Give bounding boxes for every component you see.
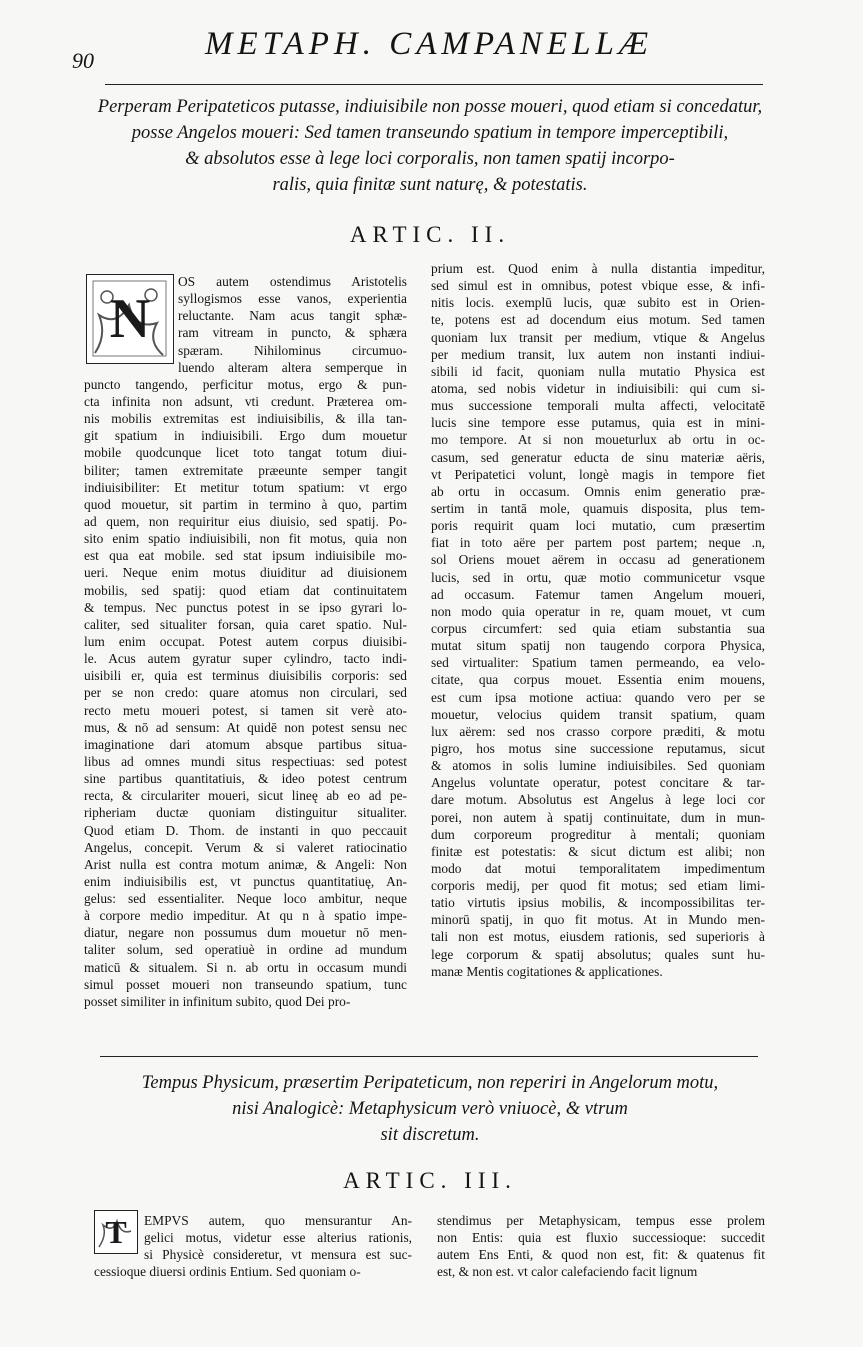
text-line: nis mobilis extremitas est indiuisibilis, & illa tan- <box>84 411 407 427</box>
article3-title: ARTIC. III. <box>343 1168 517 1193</box>
article3-right-column <box>437 1212 765 1281</box>
dropcap-letter: T <box>105 1213 127 1250</box>
text-line: caliter, sed situaliter forsan, quia caret spatio. Nul- <box>84 616 407 632</box>
text-line: lege corporum & spatij absolutus; quales sunt hu- <box>431 946 765 962</box>
text-line: fiat in toto aëre per partem post partem; neque .n, <box>431 535 765 551</box>
text-line: cessioque diuersi ordinis Entium. Sed quoniam o- <box>94 1264 361 1280</box>
text-line: est qua eat mobile. sed stat ipsum indiuisibile mo- <box>84 548 407 564</box>
text-line: dare motum. Absolutus est Angelus à lege loci cor <box>431 792 765 808</box>
text-line: à corpore medio impeditur. At qu n à spatio impe- <box>84 908 407 924</box>
text-line: mobilis, sed spatij: quod etiam dat continuitatem <box>84 582 407 598</box>
text-line: recto metu moueri potest, si tamen sit verè ato- <box>84 702 407 718</box>
text-line: uisibili er, quia est terminus diuisibilis corporis: sed <box>84 668 407 684</box>
text-line: gelus: sed essentialiter. Neque loco ambitur, neque <box>84 891 407 907</box>
text-line: ab ortu in occasum. Omnis enim generatio præ- <box>431 483 765 499</box>
text-line: posset similiter in infinitum subito, quod Dei pro- <box>84 993 351 1009</box>
text-line: lux aërem: sed nos crasso corpore præditi, & motu <box>431 723 765 739</box>
text-line: biliter; tamen extremitate præeunte semper tangit <box>84 462 407 478</box>
running-title: METAPH. CAMPANELLÆ <box>205 26 654 62</box>
section-rule <box>100 1056 758 1057</box>
text-line: stendimus per Metaphysicam, tempus esse prolem <box>437 1213 765 1228</box>
text-line: & tempus. Nec punctus potest in se ipso gyrari lo- <box>84 599 407 615</box>
text-line: sibili id facit, quoniam nulla mutatio Physica est <box>431 363 765 379</box>
article2-left-column <box>84 273 407 1010</box>
text-line: syllogismos esse vanos, experientia <box>178 291 407 307</box>
text-line: puncto tangendo, perficitur motus, ergo & pun- <box>84 376 407 392</box>
text-line: autem Ens Enti, & quod non est, fit: & quatenus fit <box>437 1247 765 1263</box>
text-line: ueri. Neque enim motus diuiditur ad diuisionem <box>84 565 407 581</box>
text-line: taliter solum, sed operatiuè in ordine ad mundum <box>84 942 407 958</box>
text-line: quoniam lux transit per medium, vtique & Angelus <box>431 329 765 345</box>
text-line: nitis locis. exemplū lucis, quæ subito est in Orien- <box>431 295 765 311</box>
text-line: atoma, sed nobis videtur in indiuisibili: qui cum si- <box>431 380 765 396</box>
text-line: Angelus voluntate operatur, potest concitare & tar- <box>431 775 765 791</box>
text-line: spæram. Nihilominus circumuo- <box>178 342 407 358</box>
text-line: recta, & circulariter moueri, sicut lineę ab eo ad pe- <box>84 788 407 804</box>
header-rule <box>105 84 763 85</box>
text-line: simul posset moueri non transeundo spatium, tunc <box>84 976 407 992</box>
article2-heading-line: posse Angelos moueri: Sed tamen transeundo spatium in tempore imperceptibili, <box>131 123 729 143</box>
article3-heading-line: nisi Analogicè: Metaphysicum verò vniuocè, & vtrum <box>232 1099 628 1119</box>
text-line: quod mouetur, sit partim in termino à quo, partim <box>84 496 407 512</box>
text-line: ad quem, non requiritur eius diuisio, sed spatij. Po- <box>84 513 407 529</box>
text-line: sol Oriens mouet aërem in occasu ad generationem <box>431 552 765 568</box>
text-line: minorū spatij, in quo fit motus. At in Mundo men- <box>431 912 765 928</box>
article3-left-column <box>94 1212 412 1281</box>
text-line: per se non credo: quare atomus non circulari, sed <box>84 685 407 701</box>
text-line: sed simul est in omnibus, potest vbique esse, & infi- <box>431 278 765 294</box>
text-line: OS autem ostendimus Aristotelis <box>178 274 407 289</box>
text-line: lucis, sed in ortu, quæ motio communicetur vsque <box>431 569 765 585</box>
text-line: Quod etiam D. Thom. de instanti in quo peccauit <box>84 822 407 838</box>
article2-heading-line: ralis, quia finitæ sunt naturę, & potestatis. <box>272 175 588 195</box>
text-line: est, & non est. vt calor calefaciendo facit lignum <box>437 1264 698 1280</box>
text-line: est cum ipsa motione actiua: quando vero per se <box>431 689 765 705</box>
text-line: mouetur, velocius quidem transit spatium, quam <box>431 706 765 722</box>
article2-heading <box>70 94 790 198</box>
text-line: prium est. Quod enim à nulla distantia impeditur, <box>431 261 765 276</box>
text-line: tali non est motus, eiusdem rationis, sed superioris à <box>431 929 765 945</box>
text-line: lum enim occupat. Potest autem corpus diuisibi- <box>84 633 407 649</box>
text-line: corpus circumfert: sed quia etiam substantia sua <box>431 620 765 636</box>
text-line: pigro, hos motus sine successione reputamus, sicut <box>431 740 765 756</box>
text-line: libus ad omnes mundi situs respectiuas: sed potest <box>84 753 407 769</box>
text-line: vt Peripatetici volunt, longè magis in tempore fiet <box>431 466 765 482</box>
text-line: mutat situm spatij non taugendo corpora Physica, <box>431 638 765 654</box>
text-line: non modo quia operatur in re, quam mouet, vt cum <box>431 603 765 619</box>
text-line: imaginatione dari atomum absque partibus situa- <box>84 736 407 752</box>
text-line: ram vitream in puncto, & sphæra <box>178 325 407 341</box>
text-line: casum, sed generatur educta de sinu materiæ aëris, <box>431 449 765 465</box>
article3-heading <box>80 1070 780 1148</box>
text-line: Angelus, concepit. Verum & si valeret ratiocinatio <box>84 839 407 855</box>
text-line: mus successione temporali multa affecti, velocitatē <box>431 398 765 414</box>
text-line: maticū & situalem. Si n. ab ortu in occasum mundi <box>84 959 407 975</box>
text-line: poris requirit quam loci mutatio, cum præsertim <box>431 518 765 534</box>
text-line: luendo alteram altera semperque in <box>178 359 407 375</box>
text-line: EMPVS autem, quo mensurantur An- <box>144 1213 412 1228</box>
dropcap-letter: N <box>109 288 151 350</box>
article2-title: ARTIC. II. <box>349 222 511 247</box>
text-line: finitæ est potestatis: & sicut dictum est alibi; non <box>431 843 765 859</box>
text-line: git spatium in indiuisibili. Ergo dum mouetur <box>84 428 407 444</box>
text-line: manæ Mentis cogitationes & applicationes. <box>431 963 663 979</box>
article2-right-column <box>431 260 765 980</box>
text-line: sito enim spatio indiuisibili, non fit motus, quia non <box>84 531 407 547</box>
text-line: si Physicè consideretur, vt mensura est suc- <box>144 1247 412 1263</box>
text-line: & atomos in solis lumine indiuisibiles. Sed quoniam <box>431 758 765 774</box>
article3-heading-line: Tempus Physicum, præsertim Peripateticum, non reperiri in Angelorum motu, <box>141 1073 719 1093</box>
text-line: citate, qua corpus mouet. Essentia enim mouens, <box>431 672 765 688</box>
text-line: mobile quodcunque licet toto tangat totum diui- <box>84 445 407 461</box>
text-line: mus, & nō ad sensum: At quidē non potest sensu nec <box>84 719 407 735</box>
text-line: cta infinita non adsunt, vti credunt. Præterea om- <box>84 393 407 409</box>
text-line: te, potens est ad docendum eius motum. Sed tamen <box>431 312 765 328</box>
text-line: per medium transit, lux autem non instanti indiui- <box>431 346 765 362</box>
text-line: mo tempore. At si non moueturlux ab ortu in oc- <box>431 432 765 448</box>
text-line: corporis medij, per quod fit motus; sed etiam limi- <box>431 878 765 894</box>
text-line: sed virtualiter: Spatium tamen permeando, ea velo- <box>431 655 765 671</box>
text-line: modo dat motui temporalitatem impedimentum <box>431 860 765 876</box>
text-line: porei, non autem à spatij continuitate, dum in mun- <box>431 809 765 825</box>
article2-heading-line: Perperam Peripateticos putasse, indiuisibile non posse moueri, quod etiam si concedatur, <box>97 97 763 117</box>
text-line: gelici motus, videtur esse alterius rationis, <box>144 1230 412 1246</box>
text-line: sine partibus quantitatiuis, & ideo potest centrum <box>84 771 407 787</box>
text-line: diatur, negare non possumus dum mouetur nō men- <box>84 925 407 941</box>
text-line: Arist nulla est contra motum animæ, & Angeli: Non <box>84 856 407 872</box>
text-line: ripheriam ductæ quoniam distinguitur situaliter. <box>84 805 407 821</box>
text-line: le. Acus autem gyratur super cylindro, tacto indi- <box>84 651 407 667</box>
article2-heading-line: & absolutos esse à lege loci corporalis, non tamen spatij incorpo- <box>185 149 675 169</box>
article3-heading-line: sit discretum. <box>380 1125 480 1145</box>
text-line: indiuisibiliter: Et metitur totum spatium: vt ergo <box>84 479 407 495</box>
text-line: lucis sine tempore esse putamus, quia est in mini- <box>431 415 765 431</box>
text-line: ad occasum. Fatemur tamen Angelum moueri, <box>431 586 765 602</box>
text-line: tatio virtutis ipsius mobilis, & incompossibilitas ter- <box>431 895 765 911</box>
text-line: reluctante. Nam acus tangit sphæ- <box>178 308 407 324</box>
text-line: dum corporeum progreditur à mentali; quoniam <box>431 826 765 842</box>
page-number: 90 <box>72 48 94 73</box>
text-line: enim indiuisibilis est, vt punctus quantitatiuę, An- <box>84 873 407 889</box>
text-line: non Entis: quia est fluxio successioque: succedit <box>437 1230 765 1246</box>
text-line: sertim in tantā mole, quamuis disposita, plus tem- <box>431 500 765 516</box>
